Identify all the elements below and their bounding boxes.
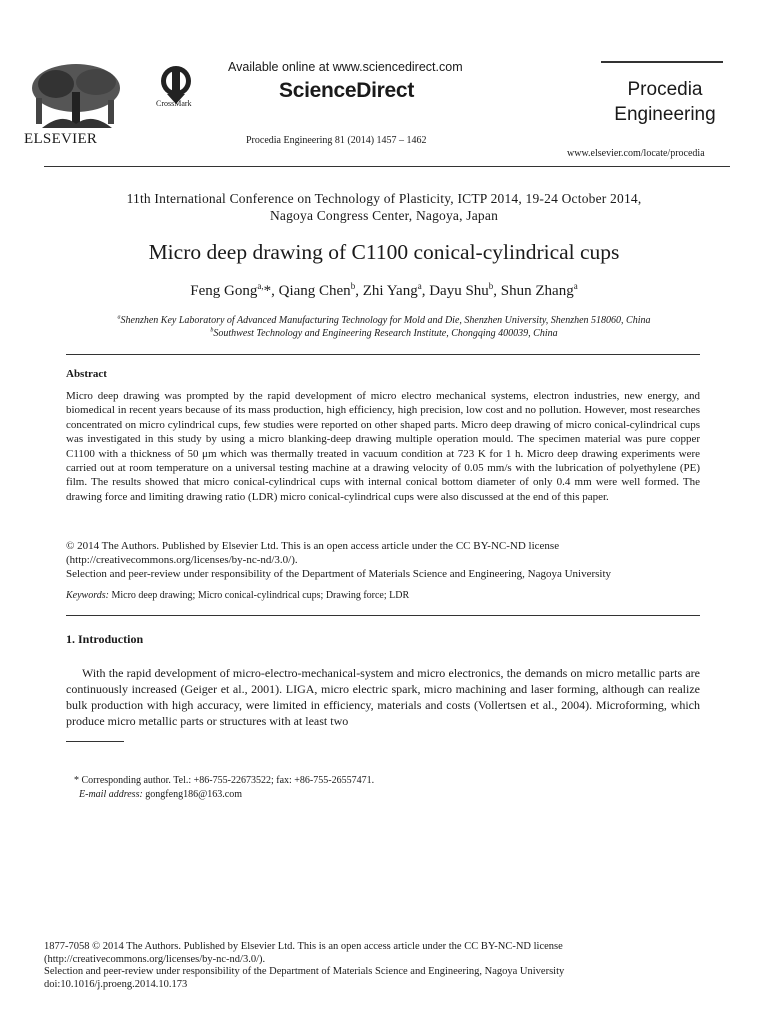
affil-text: Shenzhen Key Laboratory of Advanced Manufacturing Technology for Mold and Die, Shenzhen University, Shenzhen 518060, China [120,315,651,326]
corresponding-author-line: * Corresponding author. Tel.: +86-755-22673522; fax: +86-755-26557471. [74,775,375,786]
footer-license-link[interactable]: (http://creativecommons.org/licenses/by-nc-nd/3.0/). [44,953,266,965]
author-affil-sup: a [573,281,578,291]
footer-line-1: 1877-7058 © 2014 The Authors. Published by Elsevier Ltd. This is an open access article under the CC BY-NC-ND license [44,941,563,952]
keywords-label: Keywords: [66,590,109,601]
journal-reference: Procedia Engineering 81 (2014) 1457 – 1462 [246,135,427,146]
conference-line-1: 11th International Conference on Technology of Plasticity, ICTP 2014, 19-24 October 2014, [126,191,642,206]
author-affil-sup: a, [257,281,264,291]
intro-paragraph: With the rapid development of micro-electro-mechanical-system and micro electronics, the demands on micro metallic parts are continuously increased (Geiger et al., 2001). LIGA, micro electric spark, micro machining and laser forming, although can realize bulk production with high accuracy, were limited in efficiency, materials and costs (Vollertsen et al., 2004). Microforming, which produce micro metallic parts or structures with at least two [66,666,700,728]
affil-text: Southwest Technology and Engineering Research Institute, Chongqing 400039, China [213,328,558,339]
sciencedirect-brand[interactable]: ScienceDirect [279,79,415,102]
affil-sup: a [117,314,121,321]
conference-line-2: Nagoya Congress Center, Nagoya, Japan [269,208,499,223]
journal-name [606,77,724,127]
page-footer [44,941,734,991]
affiliation-b [40,327,728,340]
copyright-line-1: © 2014 The Authors. Published by Elsevier Ltd. This is an open access article under the CC BY-NC-ND license [66,540,560,552]
abstract-heading: Abstract [66,368,107,380]
header-divider [44,166,730,167]
journal-name-line-2: Engineering [614,104,716,125]
author-name[interactable]: Dayu Shu [429,283,489,299]
affil-sup: b [210,327,214,334]
author-affil-sup: b [350,281,356,291]
paper-title: Micro deep drawing of C1100 conical-cylindrical cups [148,240,620,264]
footer-peer-review: Selection and peer-review under responsibility of the Department of Materials Science and Engineering, Nagoya University [44,966,565,977]
affiliations [40,314,728,340]
author-name[interactable]: Zhi Yang [362,283,418,299]
abstract-top-rule [66,354,700,355]
license-link[interactable]: (http://creativecommons.org/licenses/by-nc-nd/3.0/). [66,553,298,566]
abstract-bottom-rule [66,615,700,616]
email-label: E-mail address: [79,789,143,800]
doi-link[interactable]: doi:10.1016/j.proeng.2014.10.173 [44,978,188,990]
available-online-text: Available online at www.sciencedirect.com [228,60,463,74]
author-name[interactable]: Shun Zhang [500,283,574,299]
journal-box-rule [601,61,723,63]
corresponding-star[interactable]: * [263,283,272,299]
conference-info [40,190,728,224]
journal-url-link[interactable]: www.elsevier.com/locate/procedia [567,148,705,159]
footnote [74,774,374,802]
author-affil-sup: a [417,281,422,291]
journal-name-line-1: Procedia [627,79,703,100]
peer-review-line: Selection and peer-review under responsibility of the Department of Materials Science and Engineering, Nagoya University [66,567,612,580]
section-heading-introduction: 1. Introduction [66,632,144,646]
affiliation-a [40,314,728,327]
abstract-body: Micro deep drawing was prompted by the rapid development of micro electro mechanical systems, electron industries, new energy, and biomedical in recent years because of its mass production, high efficiency, high precision, low cost and no pollution. However, most researches concentrated on micro cylindrical cups, few studies were reported on other shaped parts. Micro deep drawing of micro conical-cylindrical cups was investigated in this study by using a micro blanking-deep drawing multiple operation mould. The specimen material was pure copper C1100 with a thickness of 50 μm which was thermally treated in vacuum condition at 723 K for 1 h. Micro deep drawing experiments were carried out at room temperature on a universal testing machine at a drawing velocity of 0.05 mm/s with the lubrication of polyethylene (PE) film. The results showed that micro conical-cylindrical cups with internal conical bottom diameter of only 0.4 mm were well formed. The drawing force and limiting drawing ratio (LDR) micro conical-cylindrical cups were also discussed at the end of this paper. [66,390,700,503]
introduction-body [66,665,700,729]
crossmark-label: CrossMark [156,99,192,108]
copyright-notice [66,540,700,581]
author-name[interactable]: Qiang Chen [278,283,351,299]
keywords-text: Micro deep drawing; Micro conical-cylindrical cups; Drawing force; LDR [108,590,410,601]
publisher-name: ELSEVIER [24,131,98,147]
author-name[interactable]: Feng Gong [190,283,258,299]
email-line [74,788,374,802]
author-list: Feng Gong$^{a,}$*, Qiang Chen$^b$, Zhi Yang$^a$, Dayu Shu$^b$, Shun Zhang$^a$ [190,281,578,299]
author-affil-sup: b [488,281,494,291]
email-address-link[interactable]: gongfeng186@163.com [142,789,242,800]
keywords [66,590,700,601]
footnote-rule [66,741,124,742]
